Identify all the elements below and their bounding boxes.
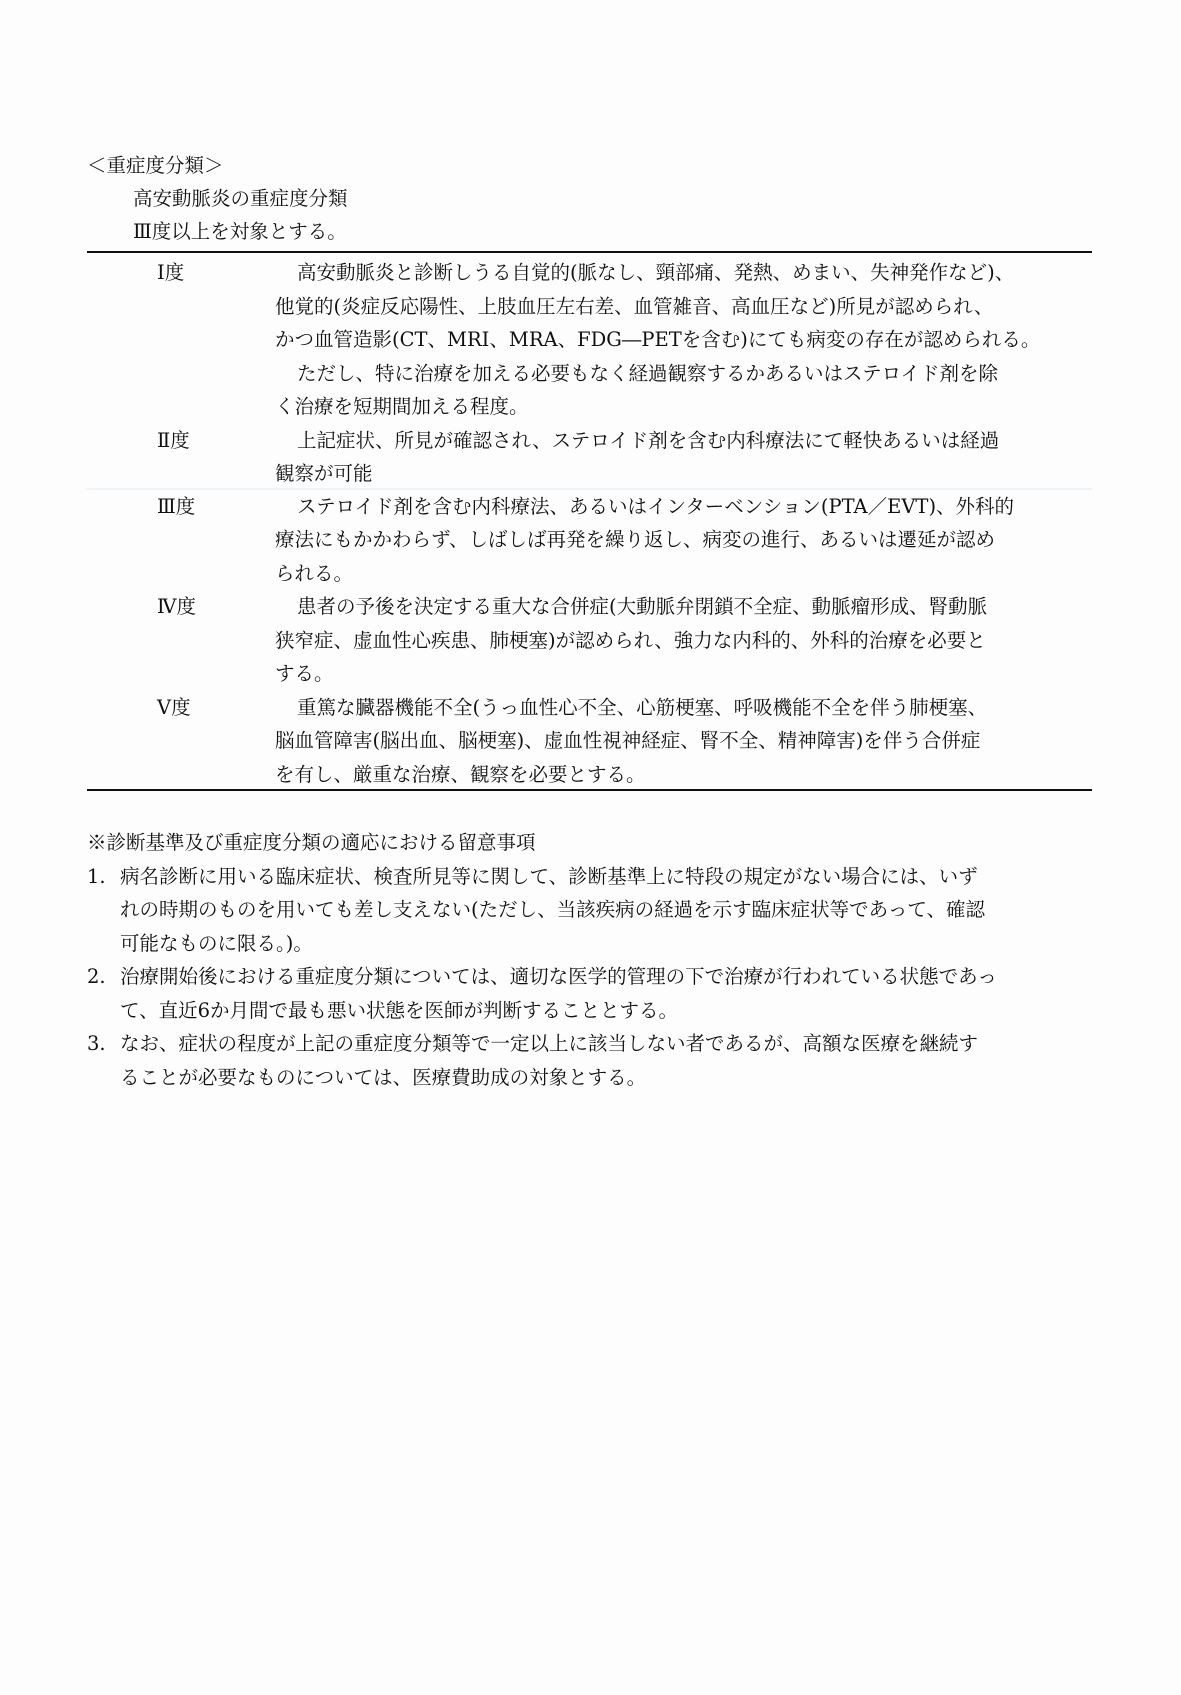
description-line: 脳血管障害(脳出血、脳梗塞)、虚血性視神経症、腎不全、精神障害)を伴う合併症 <box>275 729 981 752</box>
grade-label: Ⅳ度 <box>157 595 196 618</box>
description-line: く治療を短期間加える程度。 <box>275 395 529 418</box>
grade-row-2 <box>87 424 1092 491</box>
grade-description <box>275 256 1092 424</box>
note-line: 可能なものに限る。)。 <box>120 931 313 955</box>
section-heading: ＜重症度分類＞ <box>87 154 224 177</box>
grade-label: Ⅴ度 <box>157 695 191 719</box>
description-line: 重篤な臓器機能不全(うっ血性心不全、心筋梗塞、呼吸機能不全を伴う肺梗塞、 <box>297 695 988 719</box>
note-item-2 <box>87 960 1092 1027</box>
severity-table <box>87 256 1092 791</box>
note-body <box>120 1027 1092 1094</box>
description-line: 上記症状、所見が確認され、ステロイド剤を含む内科療法にて軽快あるいは経過 <box>297 428 1000 452</box>
note-line: 病名診断に用いる臨床症状、検査所見等に関して、診断基準上に特段の規定がない場合には、いず <box>120 864 978 888</box>
grade-description <box>275 490 1092 591</box>
description-line: 他覚的(炎症反応陽性、上肢血圧左右差、血管雑音、高血圧など)所見が認められ、 <box>275 294 994 318</box>
description-line: られる。 <box>275 561 354 585</box>
description-line: 患者の予後を決定する重大な合併症(大動脈弁閉鎖不全症、動脈瘤形成、腎動脈 <box>297 595 988 618</box>
description-line: ステロイド剤を含む内科療法、あるいはインターベンション(PTA／EVT)、外科的 <box>297 494 1015 518</box>
grade-row-5 <box>87 691 1092 792</box>
notes-section <box>87 826 1092 1094</box>
note-line: れの時期のものを用いても差し支えない(ただし、当該疾病の経過を示す臨床症状等であって、確認 <box>120 898 986 921</box>
note-body <box>120 860 1092 961</box>
note-item-1 <box>87 860 1092 961</box>
note-line: て、直近6か月間で最も悪い状態を医師が判断することとする。 <box>120 998 679 1022</box>
note-body <box>120 960 1092 1027</box>
note-item-3 <box>87 1027 1092 1094</box>
grade-label: Ⅰ度 <box>157 261 185 284</box>
description-line: する。 <box>275 662 334 685</box>
grade-description <box>275 424 1092 491</box>
target-note: Ⅲ度以上を対象とする。 <box>133 220 347 243</box>
table-top-rule <box>87 251 1092 253</box>
grade-description <box>275 691 1092 792</box>
description-line: 高安動脈炎と診断しうる自覚的(脈なし、頸部痛、発熱、めまい、失神発作など)、 <box>297 261 1015 284</box>
note-number: 1. <box>87 864 106 888</box>
notes-title: ※診断基準及び重症度分類の適応における留意事項 <box>87 831 536 854</box>
grade-row-4 <box>87 590 1092 691</box>
description-line: ただし、特に治療を加える必要もなく経過観察するかあるいはステロイド剤を除 <box>297 361 999 385</box>
note-line: 治療開始後における重症度分類については、適切な医学的管理の下で治療が行われている状態であっ <box>120 965 997 988</box>
note-line: ることが必要なものについては、医療費助成の対象とする。 <box>120 1065 647 1089</box>
description-line: 観察が可能 <box>275 462 373 485</box>
note-line: なお、症状の程度が上記の重症度分類等で一定以上に該当しない者であるが、高額な医療を継続す <box>120 1032 979 1055</box>
grade-row-3 <box>87 490 1092 591</box>
description-line: かつ血管造影(CT、MRI、MRA、FDG―PETを含む)にても病変の存在が認められる。 <box>275 328 1041 351</box>
note-number: 3. <box>87 1032 106 1055</box>
note-number: 2. <box>87 965 106 988</box>
description-line: 療法にもかかわらず、しばしば再発を繰り返し、病変の進行、あるいは遷延が認め <box>275 528 995 551</box>
description-line: 狭窄症、虚血性心疾患、肺梗塞)が認められ、強力な内科的、外科的治療を必要と <box>275 628 986 652</box>
grade-description <box>275 590 1092 691</box>
grade-label: Ⅱ度 <box>157 428 190 452</box>
grade-label: Ⅲ度 <box>157 494 196 518</box>
grade-row-1 <box>87 256 1092 424</box>
description-line: を有し、厳重な治療、観察を必要とする。 <box>275 762 646 786</box>
table-title: 高安動脈炎の重症度分類 <box>133 187 348 210</box>
